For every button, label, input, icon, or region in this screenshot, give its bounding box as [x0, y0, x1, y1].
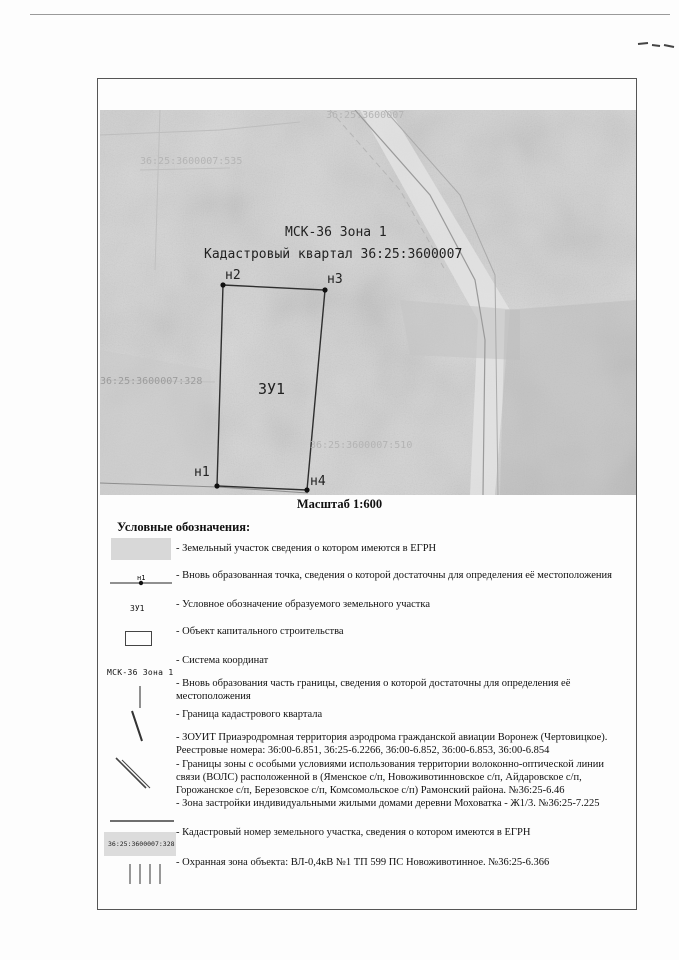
building-symbol	[125, 631, 152, 646]
legend-point-sample: н1	[137, 574, 146, 582]
parcel-zu1-label: ЗУ1	[258, 380, 286, 398]
point-n4-marker	[304, 487, 309, 492]
point-n1-marker	[214, 483, 219, 488]
coord-system-label: МСК-36 Зона 1	[285, 225, 387, 240]
legend-item-cadastral-number: - Кадастровый номер земельного участка, сведения о котором имеются в ЕГРН	[176, 827, 531, 838]
power-line-zone-symbol	[126, 862, 166, 886]
legend-item-residential-zone: - Зона застройки индивидуальными жилыми домами деревни Моховатка - Ж1/3. №36:25-7.225	[176, 798, 600, 809]
scan-mark-icon	[636, 40, 676, 48]
legend-item-egrn-parcel: - Земельный участок сведения о котором имеются в ЕГРН	[176, 543, 437, 554]
new-boundary-symbol	[135, 684, 145, 710]
point-n2-marker	[220, 282, 225, 287]
map-background	[100, 110, 636, 495]
point-n3-marker	[322, 287, 327, 292]
scan-edge-line	[30, 14, 670, 15]
quarter-boundary-symbol	[128, 709, 146, 743]
legend-item-vols-zone: - Границы зоны с особыми условиями использования территории волоконно-оптической линии связи (ВОЛС) расположенной в (Яменское с/п, Новоживотинновское с/п, Айдаровское с/п, Горожанское с/п, Березовское с/п, Комсомольское с/п) Рамонский района. №36:25-6.46	[176, 759, 605, 796]
legend-item-airfield-zone: - ЗОУИТ Приаэродромная территория аэродрома гражданской авиации Воронеж (Чертовицкое). Реестровые номера: 36:00-6.851, 36:25-6.2266, 36:00-6.852, 36:00-6.853, 36:00-6.854	[176, 732, 608, 756]
legend-cadastral-sample: 36:25:3600007:328	[108, 840, 175, 848]
vols-zone-symbol	[112, 756, 152, 792]
ghost-cadastral-number: 36:25:3600007:510	[310, 440, 413, 451]
ghost-cadastral-number: 36:25:3600007:535	[140, 156, 243, 167]
egrn-parcel-swatch	[111, 538, 171, 560]
ghost-cadastral-number: 36:25:3600007:328	[100, 376, 203, 387]
cadastral-quarter-label: Кадастровый квартал 36:25:3600007	[204, 247, 463, 262]
point-n3-label: н3	[327, 272, 343, 287]
new-point-symbol	[108, 571, 174, 593]
legend-item-building: - Объект капитального строительства	[176, 626, 344, 637]
cadastral-number-swatch	[104, 832, 176, 856]
legend-crs-sample: МСК-36 Зона 1	[107, 668, 174, 677]
legend-item-new-boundary: - Вновь образования часть границы, сведения о которой достаточны для определения её местоположения	[176, 678, 571, 702]
legend-title: Условные обозначения:	[117, 520, 251, 534]
point-n1-label: н1	[194, 465, 210, 480]
cadastral-map	[100, 110, 636, 495]
legend-item-quarter-boundary: - Граница кадастрового квартала	[176, 709, 323, 720]
scale-label: Масштаб 1:600	[296, 497, 383, 511]
point-n2-label: н2	[225, 268, 241, 283]
residential-zone-symbol	[110, 820, 174, 822]
ghost-cadastral-number: 36:25:3600007	[326, 110, 405, 121]
point-n4-label: н4	[310, 474, 326, 489]
legend-item-coordinate-system: - Система координат	[176, 655, 269, 666]
legend-parcel-sample: ЗУ1	[130, 604, 145, 613]
legend-item-new-point: - Вновь образованная точка, сведения о которой достаточны для определения её местоположения	[176, 570, 612, 581]
legend-item-power-line-zone: - Охранная зона объекта: ВЛ-0,4кВ №1 ТП 599 ПС Новоживотинное. №36:25-6.366	[176, 857, 550, 868]
legend-item-parcel-designation: - Условное обозначение образуемого земельного участка	[176, 599, 430, 610]
